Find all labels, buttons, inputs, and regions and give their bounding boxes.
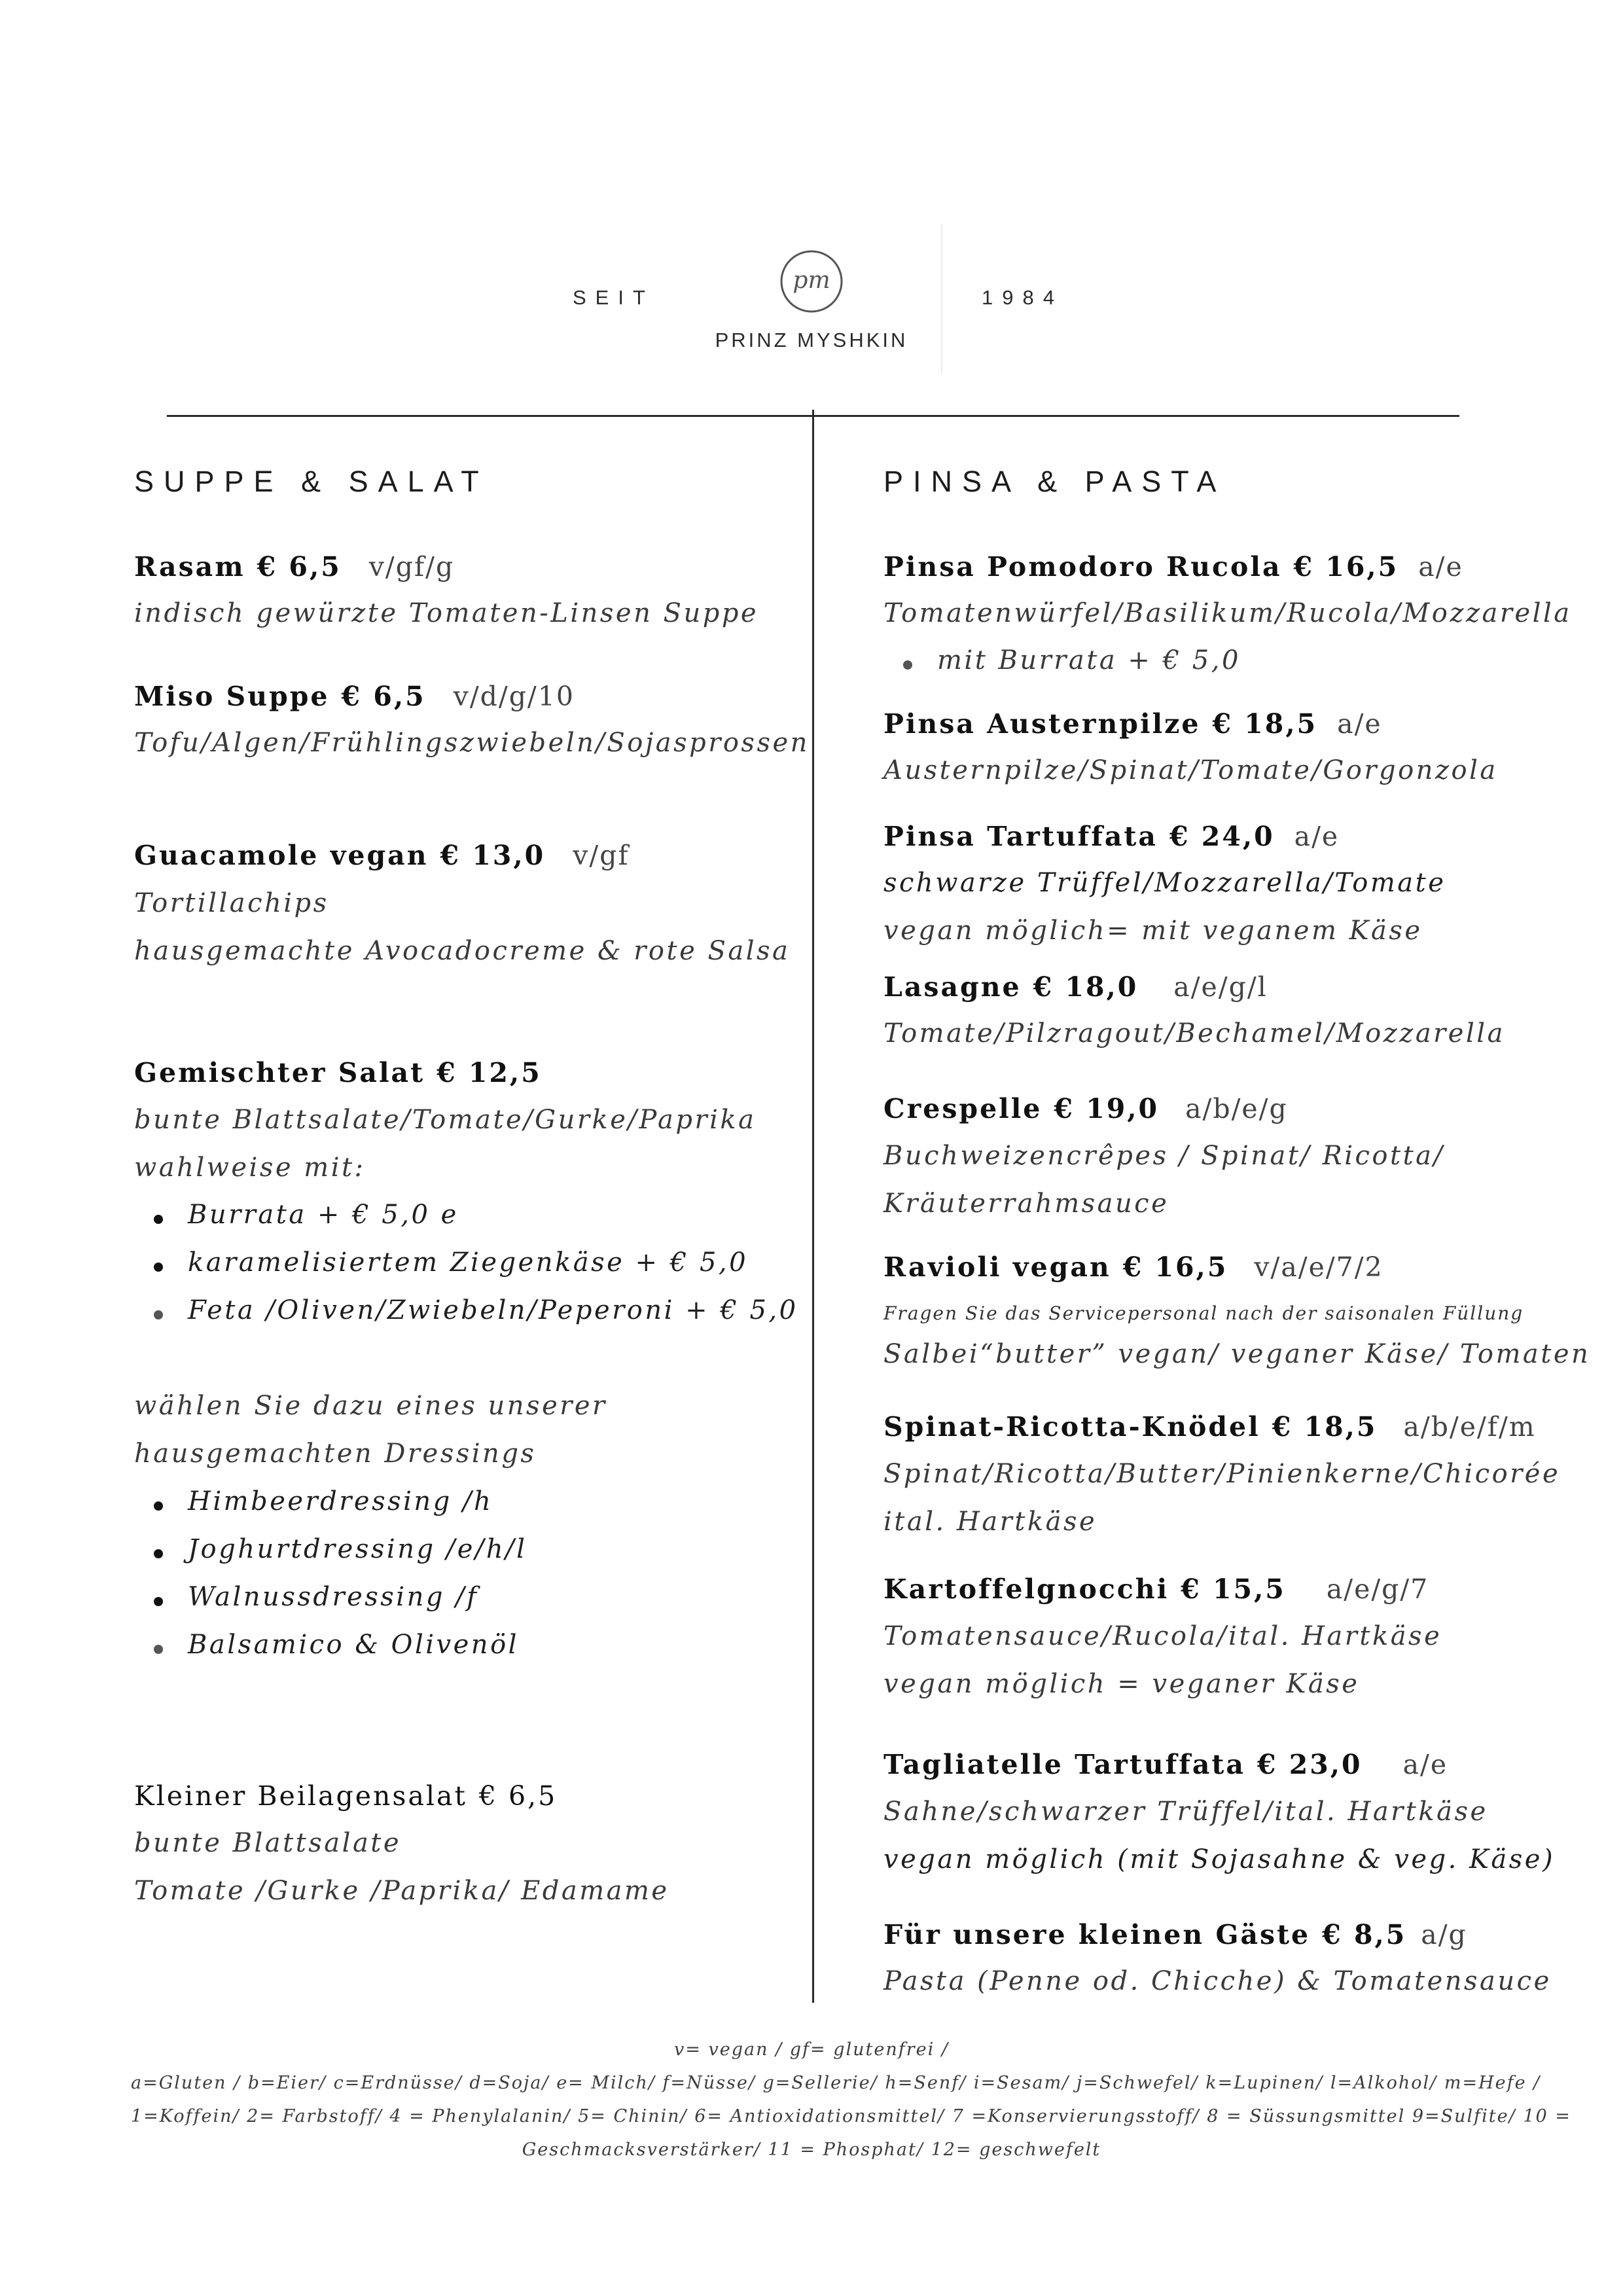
- dish-description: Tomatenwürfel/Basilikum/Rucola/Mozzarella: [883, 598, 1572, 628]
- dish-kartoffelgnocchi: [883, 1573, 1429, 1605]
- dressing-intro: hausgemachten Dressings: [134, 1439, 537, 1469]
- brand-logo-icon: [777, 247, 846, 315]
- dish-codes: a/e: [1418, 551, 1463, 583]
- dish-price: € 19,0: [1054, 1093, 1160, 1124]
- dish-description: Salbei“butter” vegan/ veganer Käse/ Tomaten: [883, 1339, 1591, 1369]
- dish-name: Für unsere kleinen Gäste: [883, 1919, 1311, 1950]
- list-item: Joghurtdressing /e/h/l: [134, 1534, 527, 1564]
- list-item: Walnussdressing /f: [134, 1582, 478, 1612]
- dish-description: Tofu/Algen/Frühlingszwiebeln/Sojasprossen: [134, 728, 810, 758]
- dish-description: Kräuterrahmsauce: [883, 1189, 1169, 1219]
- dish-codes: a/e/g/l: [1173, 971, 1268, 1003]
- dish-price: € 6,5: [341, 681, 426, 712]
- dish-description: vegan möglich= mit veganem Käse: [883, 916, 1423, 946]
- dish-pinsa-pomodoro: [883, 551, 1463, 583]
- dish-name: Pinsa Pomodoro Rucola: [883, 551, 1282, 583]
- dish-name: Ravioli vegan: [883, 1251, 1111, 1283]
- dish-pinsa-austernpilze: [883, 708, 1382, 740]
- dish-description: Sahne/schwarzer Trüffel/ital. Hartkäse: [883, 1797, 1488, 1827]
- dish-name: Spinat-Ricotta-Knödel: [883, 1411, 1260, 1443]
- dish-crespelle: [883, 1093, 1288, 1124]
- dish-price: € 23,0: [1257, 1749, 1363, 1780]
- dish-description: Austernpilze/Spinat/Tomate/Gorgonzola: [883, 755, 1498, 785]
- dish-description: bunte Blattsalate: [134, 1828, 402, 1858]
- list-item: Burrata + € 5,0 e: [134, 1200, 459, 1230]
- dish-description: hausgemachte Avocadocreme & rote Salsa: [134, 936, 791, 966]
- dish-name: Crespelle: [883, 1093, 1043, 1124]
- dish-name: Guacamole vegan: [134, 840, 429, 871]
- dish-codes: a/b/e/f/m: [1403, 1411, 1536, 1443]
- dish-price: € 18,5: [1272, 1411, 1378, 1443]
- dish-price: € 8,5: [1322, 1919, 1407, 1950]
- year-label: 1984: [982, 286, 1063, 309]
- allergen-legend-line: v= vegan / gf= glutenfrei /: [674, 2039, 949, 2060]
- dish-ravioli: [883, 1251, 1383, 1283]
- dish-description: ital. Hartkäse: [883, 1507, 1097, 1537]
- dish-price: € 16,5: [1293, 551, 1399, 583]
- dish-miso: [134, 681, 575, 712]
- dish-price: € 15,5: [1181, 1573, 1286, 1605]
- dish-description: Tomate/Pilzragout/Bechamel/Mozzarella: [883, 1018, 1505, 1049]
- dish-codes: v/d/g/10: [453, 681, 575, 712]
- dish-price: € 13,0: [440, 840, 546, 871]
- dish-note: Fragen Sie das Servicepersonal nach der saisonalen Füllung: [883, 1302, 1524, 1324]
- dish-description: vegan möglich = veganer Käse: [883, 1669, 1360, 1699]
- dish-kinder: [883, 1919, 1467, 1950]
- allergen-legend-line: a=Gluten / b=Eier/ c=Erdnüsse/ d=Soja/ e= Milch/ f=Nüsse/ g=Sellerie/ h=Senf/ i=Sesam/ j=Schwefel/ k=Lupinen/ l=Alkohol/ m=Hefe /: [131, 2073, 1541, 2093]
- dressing-intro: wählen Sie dazu eines unserer: [134, 1391, 607, 1421]
- dish-name: Kleiner Beilagensalat: [134, 1780, 467, 1812]
- dish-price: € 18,0: [1033, 971, 1139, 1003]
- list-item: Himbeerdressing /h: [134, 1486, 493, 1516]
- dish-name: Pinsa Tartuffata: [883, 821, 1158, 852]
- dish-description: Tomate /Gurke /Paprika/ Edamame: [134, 1876, 669, 1906]
- dish-price: € 18,5: [1212, 708, 1318, 740]
- dish-beilagensalat: [134, 1780, 557, 1812]
- dish-price: € 24,0: [1169, 821, 1275, 852]
- dish-lasagne: [883, 971, 1268, 1003]
- dish-guacamole: [134, 840, 630, 871]
- section-title-pinsa-pasta: PINSA & PASTA: [883, 465, 1226, 498]
- dish-name: Rasam: [134, 551, 245, 583]
- dish-price: € 12,5: [437, 1057, 542, 1088]
- dish-codes: v/gf: [573, 840, 630, 871]
- dish-rasam: [134, 551, 454, 583]
- dish-name: Kartoffelgnocchi: [883, 1573, 1169, 1605]
- dish-gemischter-salat: [134, 1057, 542, 1088]
- dish-description: wahlweise mit:: [134, 1153, 366, 1183]
- dish-codes: v/a/e/7/2: [1254, 1251, 1383, 1283]
- dish-price: € 6,5: [478, 1780, 558, 1812]
- dish-description: Tomatensauce/Rucola/ital. Hartkäse: [883, 1621, 1442, 1651]
- dish-codes: v/gf/g: [368, 551, 455, 583]
- dish-tagliatelle: [883, 1749, 1448, 1780]
- dish-codes: a/b/e/g: [1185, 1093, 1288, 1124]
- svg-text:pm: pm: [793, 267, 830, 294]
- list-item: Balsamico & Olivenöl: [134, 1630, 519, 1660]
- dish-codes: a/e: [1294, 821, 1340, 852]
- dish-description: Buchweizencrêpes / Spinat/ Ricotta/: [883, 1141, 1445, 1171]
- dish-description: bunte Blattsalate/Tomate/Gurke/Paprika: [134, 1105, 757, 1135]
- dish-codes: a/e/g/7: [1326, 1573, 1429, 1605]
- dish-price: € 6,5: [257, 551, 342, 583]
- dish-description: Pasta (Penne od. Chicche) & Tomatensauce: [883, 1966, 1552, 1996]
- list-item: karamelisiertem Ziegenkäse + € 5,0: [134, 1247, 748, 1278]
- dish-codes: a/g: [1421, 1919, 1467, 1950]
- dish-codes: a/e: [1337, 708, 1382, 740]
- dish-name: Pinsa Austernpilze: [883, 708, 1201, 740]
- dish-description: Tortillachips: [134, 888, 329, 918]
- dish-description: Spinat/Ricotta/Butter/Pinienkerne/Chicorée: [883, 1459, 1561, 1489]
- column-divider: [812, 410, 814, 2003]
- dish-name: Miso Suppe: [134, 681, 330, 712]
- brand-name: PRINZ MYSHKIN: [715, 329, 908, 351]
- dish-name: Gemischter Salat: [134, 1057, 425, 1088]
- seit-label: SEIT: [573, 286, 654, 309]
- dish-name: Lasagne: [883, 971, 1022, 1003]
- list-item: mit Burrata + € 5,0: [883, 645, 1241, 675]
- dish-pinsa-tartuffata: [883, 821, 1339, 852]
- header-divider: [941, 224, 942, 374]
- dish-codes: a/e: [1402, 1749, 1448, 1780]
- dish-knoedel: [883, 1411, 1536, 1443]
- dish-description: schwarze Trüffel/Mozzarella/Tomate: [883, 868, 1446, 898]
- dish-price: € 16,5: [1122, 1251, 1228, 1283]
- section-title-suppe-salat: SUPPE & SALAT: [134, 465, 489, 498]
- dish-description: indisch gewürzte Tomaten-Linsen Suppe: [134, 598, 759, 628]
- dish-name: Tagliatelle Tartuffata: [883, 1749, 1245, 1780]
- list-item: Feta /Oliven/Zwiebeln/Peperoni + € 5,0: [134, 1295, 798, 1325]
- allergen-legend-line: 1=Koffein/ 2= Farbstoff/ 4 = Phenylalanin/ 5= Chinin/ 6= Antioxidationsmittel/ 7 =Konservierungsstoff/ 8 = Süssungsmittel 9=Sulfite/ 10 =: [131, 2106, 1571, 2126]
- dish-description: vegan möglich (mit Sojasahne & veg. Käse): [883, 1844, 1556, 1874]
- allergen-legend-line: Geschmacksverstärker/ 11 = Phosphat/ 12= geschwefelt: [522, 2140, 1101, 2160]
